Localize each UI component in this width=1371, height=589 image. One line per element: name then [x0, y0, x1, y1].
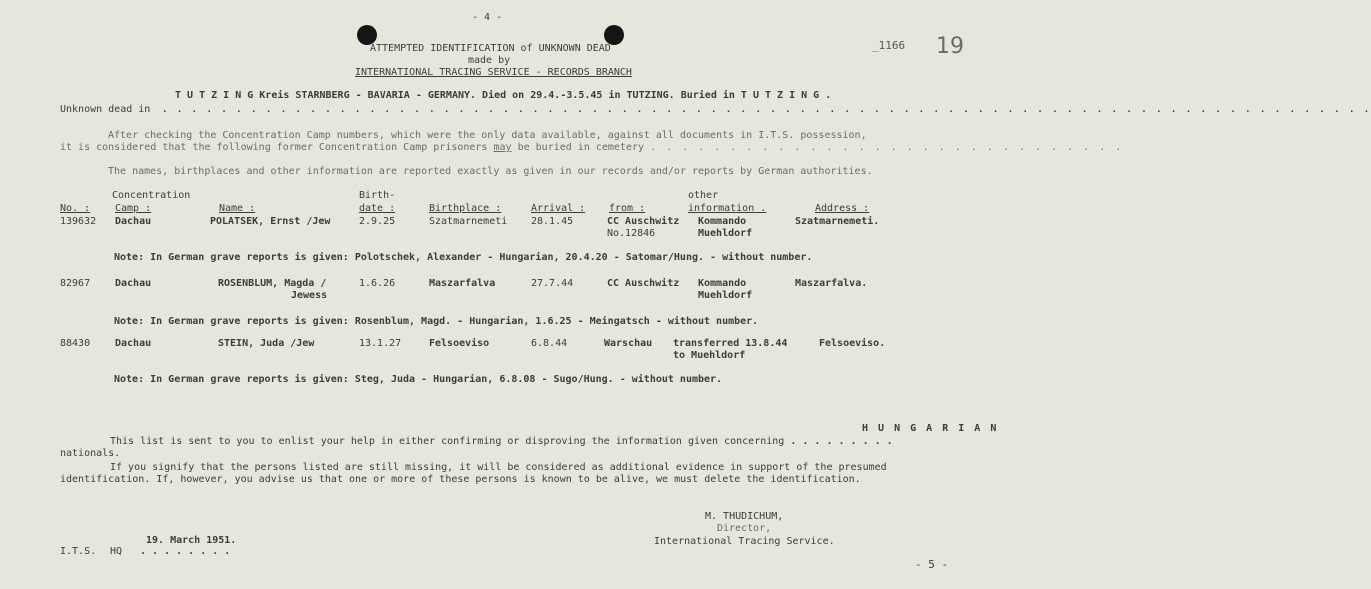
location-line: T U T Z I N G Kreis STARNBERG - BAVARIA - GERMANY. Died on 29.4.-3.5.45 in TUTZING. Buried in T U T Z I N G . — [175, 90, 832, 101]
page-number-bottom: - 5 - — [915, 558, 949, 571]
col-camp: Camp : — [115, 203, 152, 214]
row-address: Felsoeviso. — [819, 338, 886, 349]
closing-line-1-text: This list is sent to you to enlist your help in either confirming or disproving the information given concerning — [110, 436, 785, 447]
intro-line-1: After checking the Concentration Camp numbers, which were the only data available, against all documents in I.T.S. possession, — [108, 130, 867, 141]
row-from: Warschau — [604, 338, 653, 349]
row-birthplace: Felsoeviso — [429, 338, 490, 349]
col-address: Address : — [815, 203, 870, 214]
row-note: Note: In German grave reports is given: Steg, Juda - Hungarian, 6.8.08 - Sugo/Hung. - without number. — [114, 374, 723, 385]
row-arrival: 27.7.44 — [531, 278, 574, 289]
corner-stamp: _1166 — [872, 39, 906, 52]
unknown-dead-label: Unknown dead in — [60, 104, 151, 115]
intro-line-2 — [60, 142, 1123, 154]
handwritten-page-number: 19 — [936, 34, 964, 59]
closing-line-2: nationals. — [60, 448, 121, 459]
row-birthdate: 2.9.25 — [359, 216, 396, 227]
footer-its: I.T.S. — [60, 546, 97, 557]
punch-hole-right — [604, 25, 624, 45]
row-address: Maszarfalva. — [795, 278, 868, 289]
row-camp: Dachau — [115, 278, 152, 289]
row-camp: Dachau — [115, 338, 152, 349]
organization-header: INTERNATIONAL TRACING SERVICE - RECORDS BRANCH — [355, 67, 632, 78]
row-name: ROSENBLUM, Magda / — [218, 278, 327, 289]
row-info-2: to Muehldorf — [673, 350, 746, 361]
row-no: 139632 — [60, 216, 97, 227]
punch-hole-left — [357, 25, 377, 45]
row-camp: Dachau — [115, 216, 152, 227]
row-no: 82967 — [60, 278, 91, 289]
made-by-label: made by — [468, 55, 511, 66]
intro-line-3: The names, birthplaces and other information are reported exactly as given in our records and/or reports by German authorities. — [108, 166, 873, 177]
col-arrival: Arrival : — [531, 203, 586, 214]
footer-dots: . . . . . . . . — [140, 546, 231, 557]
row-no: 88430 — [60, 338, 91, 349]
row-name: POLATSEK, Ernst /Jew — [210, 216, 331, 227]
row-birthplace: Maszarfalva — [429, 278, 496, 289]
signatory-name: M. THUDICHUM, — [705, 511, 784, 522]
row-birthdate: 1.6.26 — [359, 278, 396, 289]
closing-dots: . . . . . . . . . — [790, 436, 893, 447]
col-birthdate: date : — [359, 203, 396, 214]
col-from: from : — [609, 203, 646, 214]
unknown-dead-dots: . . . . . . . . . . . . . . . . . . . . . . . . . . . . . . . . . . . . . . . . . . . . . . . . . . . . . . . . . . . . . . . . . . . . . . . . . . . . . . . . . . — [162, 105, 1371, 115]
row-birthdate: 13.1.27 — [359, 338, 402, 349]
intro-line-2b: be buried in cemetery — [517, 142, 645, 153]
col-cc-top: Concentration — [112, 190, 191, 201]
signatory-org: International Tracing Service. — [654, 536, 835, 547]
intro-line-2a: it is considered that the following former Concentration Camp prisoners — [60, 142, 488, 153]
col-name: Name : — [219, 203, 256, 214]
col-birth-top: Birth- — [359, 190, 396, 201]
row-arrival: 28.1.45 — [531, 216, 574, 227]
document-date: 19. March 1951. — [146, 535, 237, 546]
row-from: CC Auschwitz — [607, 216, 680, 227]
row-info-2: Muehldorf — [698, 290, 753, 301]
row-info: transferred 13.8.44 — [673, 338, 788, 349]
footer-hq: HQ — [110, 546, 123, 557]
document-title: ATTEMPTED IDENTIFICATION of UNKNOWN DEAD — [370, 43, 611, 54]
nationality-stamp: H U N G A R I A N — [862, 423, 999, 434]
row-from: CC Auschwitz — [607, 278, 680, 289]
row-info-2: Muehldorf — [698, 228, 753, 239]
row-info: Kommando — [698, 216, 747, 227]
row-name-2: Jewess — [291, 290, 328, 301]
page-number-top: - 4 - — [472, 12, 503, 23]
intro-may: may — [493, 142, 512, 153]
col-other-top: other — [688, 190, 719, 201]
row-name: STEIN, Juda /Jew — [218, 338, 315, 349]
intro-dots: . . . . . . . . . . . . . . . . . . . . . . . . . . . . . . — [650, 142, 1124, 153]
col-info: information . — [688, 203, 767, 214]
row-note: Note: In German grave reports is given: Polotschek, Alexander - Hungarian, 20.4.20 - Satomar/Hung. - without number. — [114, 252, 813, 263]
row-birthplace: Szatmarnemeti — [429, 216, 508, 227]
col-birthplace: Birthplace : — [429, 203, 502, 214]
row-from-2: No.12846 — [607, 228, 656, 239]
row-arrival: 6.8.44 — [531, 338, 568, 349]
row-note: Note: In German grave reports is given: Rosenblum, Magd. - Hungarian, 1.6.25 - Meingatsch - without number. — [114, 316, 759, 327]
col-no: No. : — [60, 203, 91, 214]
row-info: Kommando — [698, 278, 747, 289]
row-address: Szatmarnemeti. — [795, 216, 880, 227]
signatory-title: Director, — [717, 523, 772, 534]
closing-line-3: If you signify that the persons listed are still missing, it will be considered as additional evidence in support of the presumed — [110, 462, 887, 473]
closing-line-1 — [110, 436, 893, 448]
closing-line-4: identification. If, however, you advise us that one or more of these persons is known to be alive, we must delete the identification. — [60, 474, 861, 485]
